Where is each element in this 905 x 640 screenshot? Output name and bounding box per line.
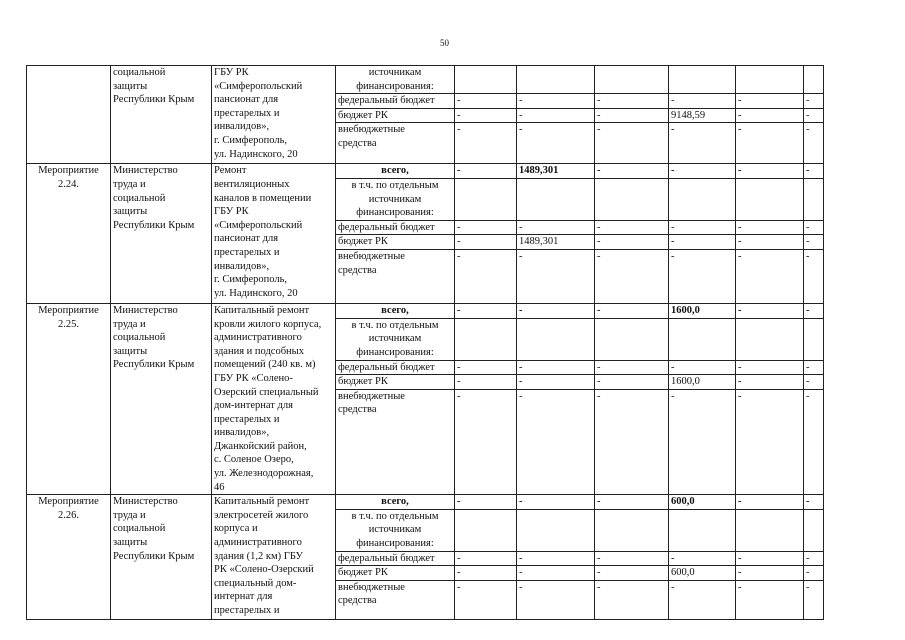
- value-cell: -: [804, 303, 824, 318]
- value-cell: [736, 509, 804, 551]
- value-cell: -: [455, 249, 517, 303]
- value-cell: -: [669, 164, 736, 179]
- value-cell: -: [595, 375, 669, 390]
- value-cell: -: [455, 566, 517, 581]
- value-cell: -: [804, 220, 824, 235]
- value-cell: [804, 318, 824, 360]
- value-cell: [455, 66, 517, 94]
- value-cell: -: [455, 235, 517, 250]
- value-cell: 1489,301: [517, 164, 595, 179]
- funding-source: бюджет РК: [336, 108, 455, 123]
- table-row: [27, 66, 824, 94]
- measure-number: [27, 66, 111, 164]
- description-cell: Капитальный ремонт кровли жилого корпуса, административного здания и подсобных помещений (240 кв. м) ГБУ РК «Солено- Озерский специальный дом-интернат для престарелых и инвалидов», Джанкойский район, с. Соленое Озеро, ул. Железнодорожная, 46: [212, 303, 336, 494]
- value-cell: [669, 318, 736, 360]
- value-cell: -: [455, 94, 517, 109]
- funding-source: федеральный бюджет: [336, 220, 455, 235]
- value-cell: -: [736, 551, 804, 566]
- description-cell: Ремонт вентиляционных каналов в помещении ГБУ РК «Симферопольский пансионат для престарелых и инвалидов», г. Симферополь, ул. Надинского, 20: [212, 164, 336, 304]
- value-cell: [517, 178, 595, 220]
- value-cell: -: [517, 566, 595, 581]
- table-row: [27, 164, 824, 179]
- value-cell: -: [669, 551, 736, 566]
- value-cell: -: [804, 389, 824, 494]
- value-cell: -: [455, 389, 517, 494]
- funding-source: внебюджетные средства: [336, 123, 455, 164]
- value-cell: -: [517, 303, 595, 318]
- value-cell: [455, 509, 517, 551]
- value-cell: [517, 509, 595, 551]
- value-cell: -: [804, 551, 824, 566]
- funding-source: внебюджетные средства: [336, 249, 455, 303]
- value-cell: -: [517, 94, 595, 109]
- value-cell: -: [455, 123, 517, 164]
- value-cell: -: [517, 249, 595, 303]
- value-cell: -: [736, 303, 804, 318]
- value-cell: -: [804, 495, 824, 510]
- executor-cell: Министерство труда и социальной защиты Республики Крым: [111, 303, 212, 494]
- value-cell: -: [517, 551, 595, 566]
- value-cell: -: [736, 235, 804, 250]
- funding-source: бюджет РК: [336, 566, 455, 581]
- value-cell: 1489,301: [517, 235, 595, 250]
- value-cell: -: [517, 375, 595, 390]
- value-cell: [517, 318, 595, 360]
- value-cell: -: [736, 495, 804, 510]
- table-body: [27, 66, 824, 620]
- funding-source: бюджет РК: [336, 235, 455, 250]
- measure-number: Мероприятие 2.24.: [27, 164, 111, 304]
- table-row: [27, 495, 824, 510]
- value-cell: -: [455, 551, 517, 566]
- value-cell: [595, 178, 669, 220]
- value-cell: -: [804, 249, 824, 303]
- value-cell: -: [736, 249, 804, 303]
- value-cell: -: [669, 220, 736, 235]
- value-cell: [669, 66, 736, 94]
- page-number: 50: [440, 38, 449, 48]
- value-cell: -: [804, 375, 824, 390]
- value-cell: [736, 318, 804, 360]
- value-cell: -: [669, 389, 736, 494]
- value-cell: -: [455, 495, 517, 510]
- funding-source: федеральный бюджет: [336, 94, 455, 109]
- funding-source: всего,: [336, 303, 455, 318]
- value-cell: -: [595, 551, 669, 566]
- funding-table: [26, 65, 824, 620]
- funding-source: всего,: [336, 164, 455, 179]
- value-cell: [736, 66, 804, 94]
- value-cell: -: [517, 108, 595, 123]
- value-cell: -: [736, 108, 804, 123]
- value-cell: 600,0: [669, 566, 736, 581]
- value-cell: -: [736, 580, 804, 619]
- funding-source: федеральный бюджет: [336, 360, 455, 375]
- funding-source: федеральный бюджет: [336, 551, 455, 566]
- funding-source: внебюджетные средства: [336, 580, 455, 619]
- value-cell: -: [804, 235, 824, 250]
- executor-cell: Министерство труда и социальной защиты Республики Крым: [111, 495, 212, 620]
- value-cell: -: [669, 360, 736, 375]
- value-cell: -: [595, 389, 669, 494]
- value-cell: -: [736, 389, 804, 494]
- value-cell: [455, 318, 517, 360]
- value-cell: -: [736, 375, 804, 390]
- value-cell: -: [736, 123, 804, 164]
- value-cell: -: [595, 303, 669, 318]
- value-cell: -: [455, 303, 517, 318]
- value-cell: 600,0: [669, 495, 736, 510]
- value-cell: 1600,0: [669, 375, 736, 390]
- value-cell: [595, 318, 669, 360]
- value-cell: -: [669, 94, 736, 109]
- value-cell: -: [736, 94, 804, 109]
- value-cell: [455, 178, 517, 220]
- value-cell: [804, 178, 824, 220]
- value-cell: -: [595, 566, 669, 581]
- value-cell: -: [595, 164, 669, 179]
- value-cell: -: [455, 220, 517, 235]
- description-cell: ГБУ РК «Симферопольский пансионат для престарелых и инвалидов», г. Симферополь, ул. Надинского, 20: [212, 66, 336, 164]
- value-cell: -: [669, 580, 736, 619]
- value-cell: -: [595, 360, 669, 375]
- value-cell: -: [517, 495, 595, 510]
- value-cell: 9148,59: [669, 108, 736, 123]
- value-cell: [517, 66, 595, 94]
- value-cell: -: [736, 360, 804, 375]
- value-cell: [669, 178, 736, 220]
- value-cell: -: [517, 360, 595, 375]
- value-cell: -: [517, 580, 595, 619]
- funding-source: в т.ч. по отдельным источникам финансирования:: [336, 318, 455, 360]
- value-cell: -: [804, 94, 824, 109]
- value-cell: [595, 66, 669, 94]
- value-cell: -: [736, 566, 804, 581]
- value-cell: -: [736, 164, 804, 179]
- value-cell: -: [804, 108, 824, 123]
- value-cell: -: [595, 108, 669, 123]
- executor-cell: Министерство труда и социальной защиты Республики Крым: [111, 164, 212, 304]
- value-cell: -: [595, 249, 669, 303]
- value-cell: -: [804, 566, 824, 581]
- value-cell: -: [595, 94, 669, 109]
- value-cell: -: [736, 220, 804, 235]
- value-cell: [595, 509, 669, 551]
- value-cell: -: [669, 235, 736, 250]
- table-row: [27, 303, 824, 318]
- value-cell: [804, 66, 824, 94]
- value-cell: -: [455, 164, 517, 179]
- value-cell: 1600,0: [669, 303, 736, 318]
- value-cell: -: [517, 220, 595, 235]
- value-cell: -: [804, 360, 824, 375]
- measure-number: Мероприятие 2.25.: [27, 303, 111, 494]
- funding-source: бюджет РК: [336, 375, 455, 390]
- value-cell: -: [804, 123, 824, 164]
- value-cell: [669, 509, 736, 551]
- value-cell: [736, 178, 804, 220]
- value-cell: -: [804, 164, 824, 179]
- value-cell: -: [455, 375, 517, 390]
- value-cell: -: [669, 249, 736, 303]
- description-cell: Капитальный ремонт электросетей жилого корпуса и административного здания (1,2 км) ГБУ РК «Солено-Озерский специальный дом- интернат для престарелых и: [212, 495, 336, 620]
- measure-number: Мероприятие 2.26.: [27, 495, 111, 620]
- executor-cell: социальной защиты Республики Крым: [111, 66, 212, 164]
- value-cell: -: [455, 108, 517, 123]
- value-cell: -: [804, 580, 824, 619]
- value-cell: -: [669, 123, 736, 164]
- value-cell: -: [455, 360, 517, 375]
- value-cell: -: [517, 389, 595, 494]
- value-cell: -: [595, 220, 669, 235]
- value-cell: [804, 509, 824, 551]
- value-cell: -: [595, 580, 669, 619]
- value-cell: -: [517, 123, 595, 164]
- funding-source: внебюджетные средства: [336, 389, 455, 494]
- funding-source: источникам финансирования:: [336, 66, 455, 94]
- value-cell: -: [455, 580, 517, 619]
- value-cell: -: [595, 123, 669, 164]
- funding-source: всего,: [336, 495, 455, 510]
- value-cell: -: [595, 235, 669, 250]
- value-cell: -: [595, 495, 669, 510]
- funding-source: в т.ч. по отдельным источникам финансирования:: [336, 509, 455, 551]
- funding-source: в т.ч. по отдельным источникам финансирования:: [336, 178, 455, 220]
